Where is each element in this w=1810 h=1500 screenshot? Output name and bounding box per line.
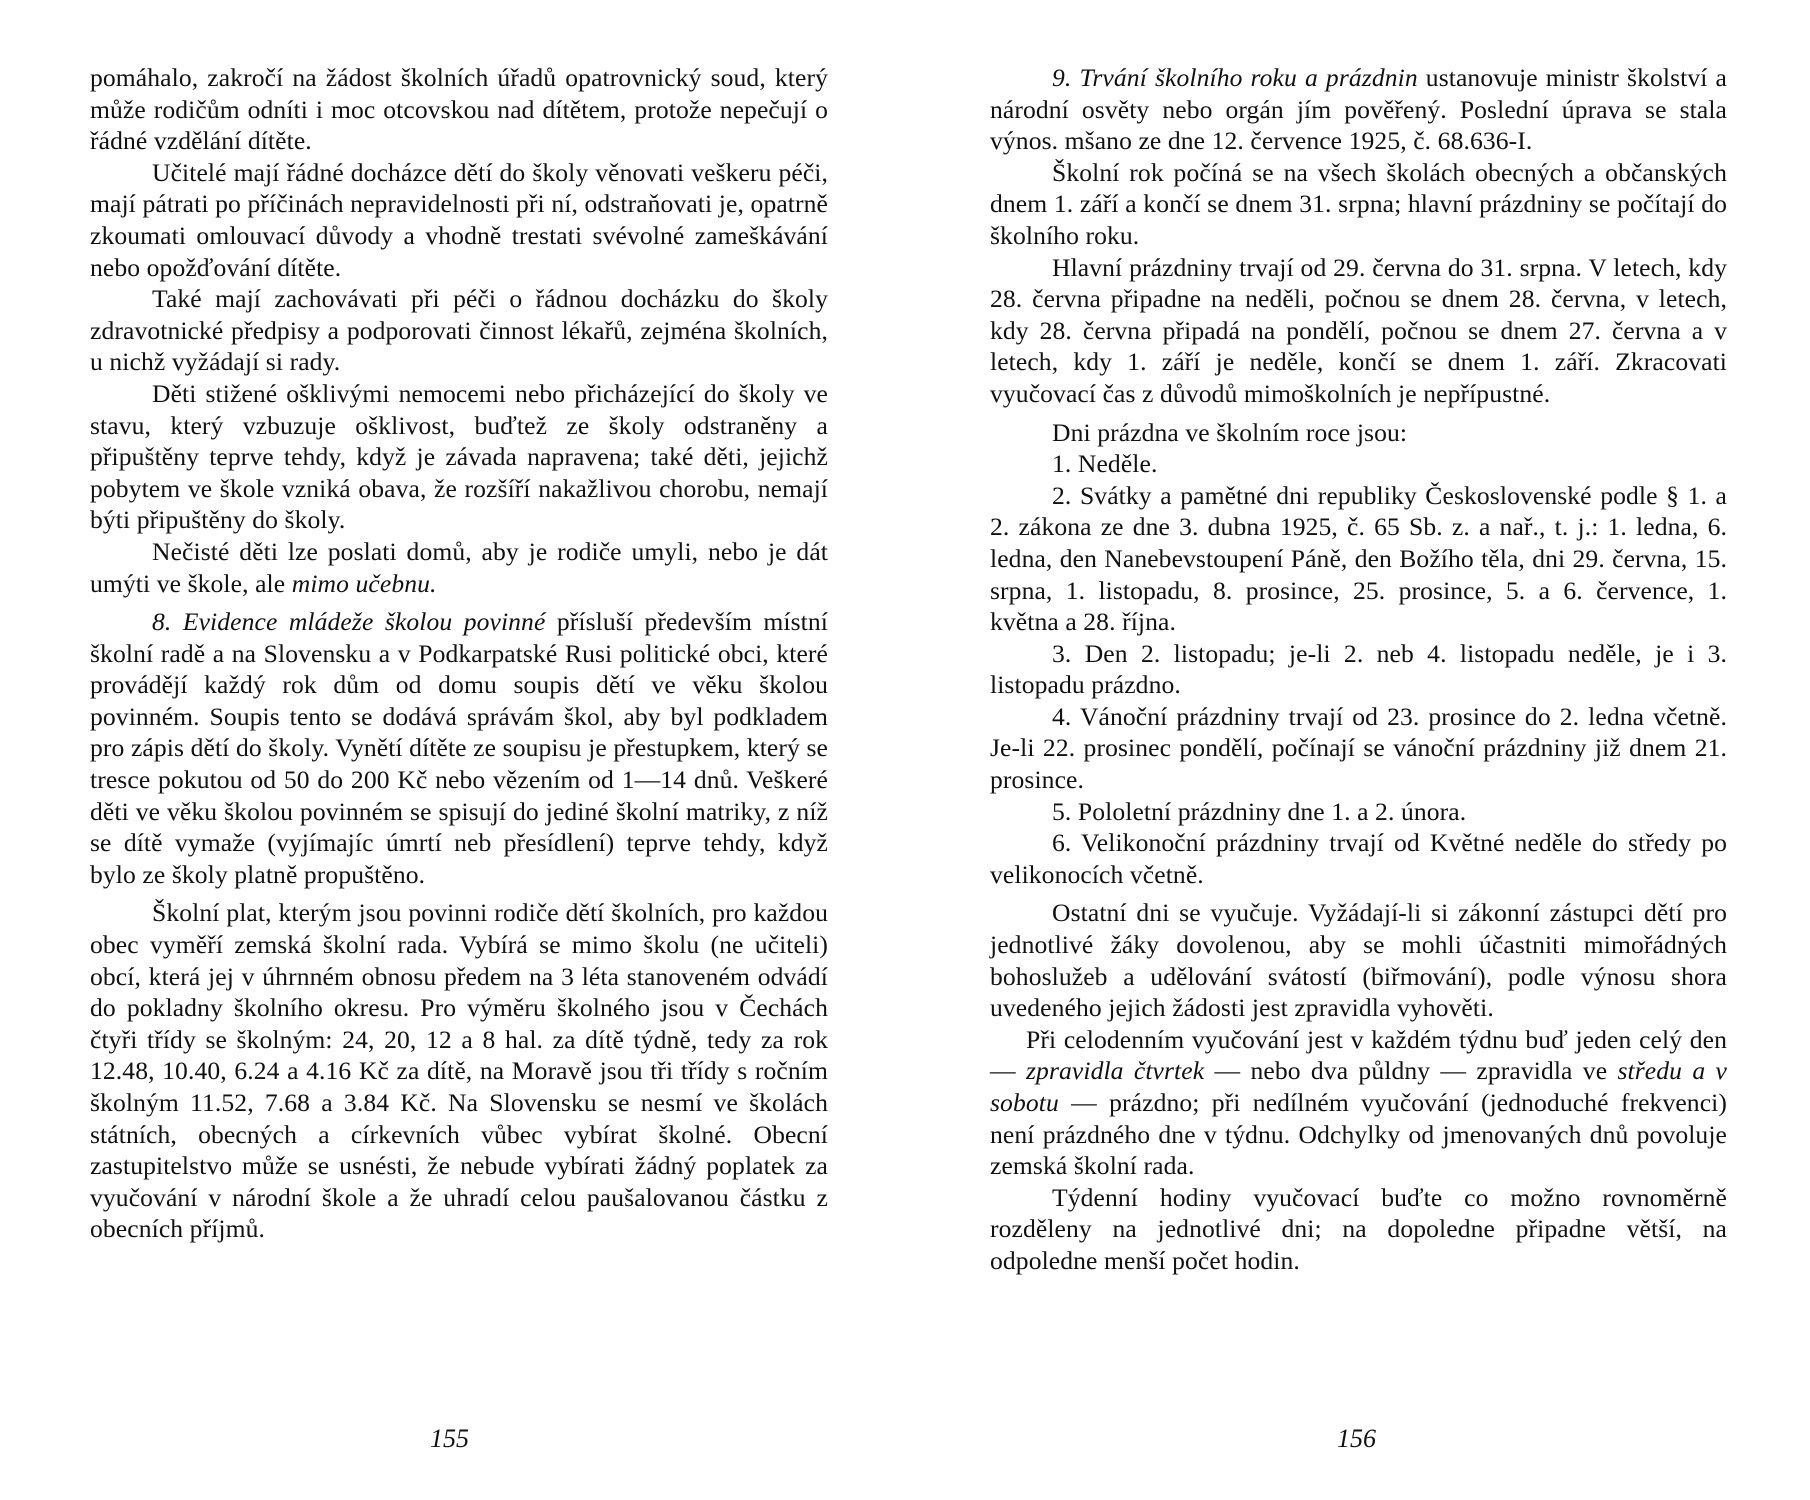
paragraph-text: Nečisté děti lze poslati domů, aby je rodiče umyli, nebo je dát umýti ve škole, ale — [90, 536, 828, 598]
list-item: 1. Neděle. — [1052, 449, 1158, 479]
paragraph-text: Při celodenním vyučování jest v každém týdnu buď jeden celý den — — [990, 1024, 1727, 1086]
list-item: 2. Svátky a pamětné dni republiky Československé podle § 1. a 2. zákona ze dne 3. dubna 1925, č. 65 Sb. z. a nař., t. j.: 1. ledna, 6. ledna, den Nanebevstoupení Páně, den Božího těla, dni 29. června, 15. srpna, 1. listopadu, 8. prosince, 25. prosince, 5. a 6. července, 1. května a 28. října. — [990, 480, 1727, 637]
section-heading: 9. Trvání školního roku a prázdnin — [1052, 63, 1418, 92]
page-number: 155 — [430, 1424, 469, 1453]
section-heading: 8. Evidence mládeže školou povinné — [152, 607, 546, 637]
paragraph-text: — nebo dva půldny — zpravidla ve — [1204, 1056, 1618, 1086]
left-page-text — [90, 62, 828, 1245]
section-8-paragraph — [90, 606, 828, 890]
emphasis: mimo učebnu. — [291, 568, 437, 598]
list-item: 6. Velikonoční prázdniny trvají od Květné neděle do středy po velikonocích včetně. — [990, 828, 1727, 889]
paragraph-text: — prázdno; při nedílném vyučování (jednoduché frekvenci) není prázdného dne v týdnu. Odchylky od jmenovaných dnů povoluje zemská školní rada. — [990, 1088, 1727, 1181]
section-9-paragraph — [990, 62, 1727, 157]
emphasis: zpravidla čtvrtek — [1025, 1056, 1205, 1086]
paragraph: Školní rok počíná se na všech školách obecných a občanských dnem 1. září a končí se dnem 31. srpna; hlavní prázdniny se počítají do školního roku. — [990, 157, 1727, 250]
right-page-text — [990, 62, 1727, 1277]
list-item: 5. Pololetní prázdniny dne 1. a 2. února. — [1052, 796, 1467, 826]
paragraph: Hlavní prázdniny trvají od 29. června do 31. srpna. V letech, kdy 28. června připadne na neděli, počnou se dnem 28. června, v letech, kdy 28. června připadá na pondělí, počnou se dnem 27. června a v letech, kdy 1. září je neděle, končí se dnem 1. září. Zkracovati vyučovací čas z důvodů mimoškolních je nepřípustné. — [990, 252, 1727, 408]
paragraph — [990, 1024, 1727, 1182]
paragraph: Školní plat, kterým jsou povinni rodiče dětí školních, pro každou obec vyměří zemská školní rada. Vybírá se mimo školu (ne učiteli) obcí, která jej v úhrnném obnosu předem na 3 léta stanoveném odvádí do pokladny školního okresu. Pro výměru školného jsou v Čechách čtyři třídy se školným: 24, 20, 12 a 8 hal. za dítě týdně, tedy za rok 12.48, 10.40, 6.24 a 4.16 Kč za dítě, na Moravě jsou tři třídy s ročním školným 11.52, 7.68 a 3.84 Kč. Na Slovensku se nesmí ve školách státních, obecných a církevních vůbec vybírat školné. Obecní zastupitelstvo může se usnésti, že nebude vybírati žádný poplatek za vyučování v národní škole a že uhradí celou paušalovanou částku z obecních příjmů. — [90, 898, 828, 1244]
paragraph: Dni prázdna ve školním roce jsou: — [1052, 417, 1408, 447]
paragraph-text: přísluší především místní školní radě a na Slovensku a v Podkarpatské Rusi politické obci, které provádějí každý rok dům od domu soupis dětí ve věku školou povinném. Soupis tento se dodává správám škol, aby byl podkladem pro zápis dětí do školy. Vynětí dítěte ze soupisu je přestupkem, který se tresce pokutou od 50 do 200 Kč nebo vězením od 1—14 dnů. Veškeré děti ve věku školou povinném se spisují do jediné školní matriky, z níž se dítě vymaže (vyjímajíc úmrtí neb přesídlení) teprve tehdy, když bylo ze školy platně propuštěno. — [90, 607, 829, 889]
paragraph — [90, 536, 828, 599]
paragraph: pomáhalo, zakročí na žádost školních úřadů opatrovnický soud, který může rodičům odníti i moc otcovskou nad dítětem, protože nepečují o řádné vzdělání dítěte. — [90, 63, 828, 156]
emphasis: středu a v sobotu — [990, 1056, 1727, 1117]
paragraph: Učitelé mají řádné docházce dětí do školy věnovati veškeru péči, mají pátrati po příčinách nepravidelnosti při ní, odstraňovati je, opatrně zkoumati omlouvací důvody a vhodně trestati svévolné zameškávání nebo opožďování dítěte. — [90, 157, 828, 282]
paragraph: Ostatní dni se vyučuje. Vyžádají-li si zákonní zástupci dětí pro jednotlivé žáky dovolenou, aby se mohli účastniti mimořádných bohoslužeb a udělování svátostí (biřmování), podle výnosu shora uvedeného jejich žádosti jest zpravidla vyhověti. — [990, 898, 1727, 1023]
list-item: 3. Den 2. listopadu; je-li 2. neb 4. listopadu neděle, je i 3. listopadu prázdno. — [990, 638, 1727, 700]
paragraph-text: ustanovuje ministr školství a národní osvěty nebo orgán jím pověřený. Poslední úprava se stala výnos. mšano ze dne 12. července 1925, č. 68.636-I. — [990, 63, 1727, 156]
list-item: 4. Vánoční prázdniny trvají od 23. prosince do 2. ledna včetně. Je-li 22. prosinec pondělí, počínají se vánoční prázdniny již dnem 21. prosince. — [990, 701, 1727, 795]
paragraph: Také mají zachovávati při péči o řádnou docházku do školy zdravotnické předpisy a podporovati činnost lékařů, zejména školních, u nichž vyžádají si rady. — [90, 284, 828, 377]
right-page — [905, 0, 1810, 1500]
paragraph: Týdenní hodiny vyučovací buďte co možno rovnoměrně rozděleny na jednotlivé dni; na dopoledne připadne větší, na odpoledne menší počet hodin. — [990, 1182, 1727, 1275]
page-number: 156 — [1337, 1424, 1376, 1453]
paragraph: Děti stižené ošklivými nemocemi nebo přicházející do školy ve stavu, který vzbuzuje ošklivost, buďtež ze školy odstraněny a připuštěny teprve tehdy, když je závada napravena; také děti, jejichž pobytem ve škole vzniká obava, že rozšíří nakažlivou chorobu, nemají býti připuštěny do školy. — [90, 378, 828, 535]
